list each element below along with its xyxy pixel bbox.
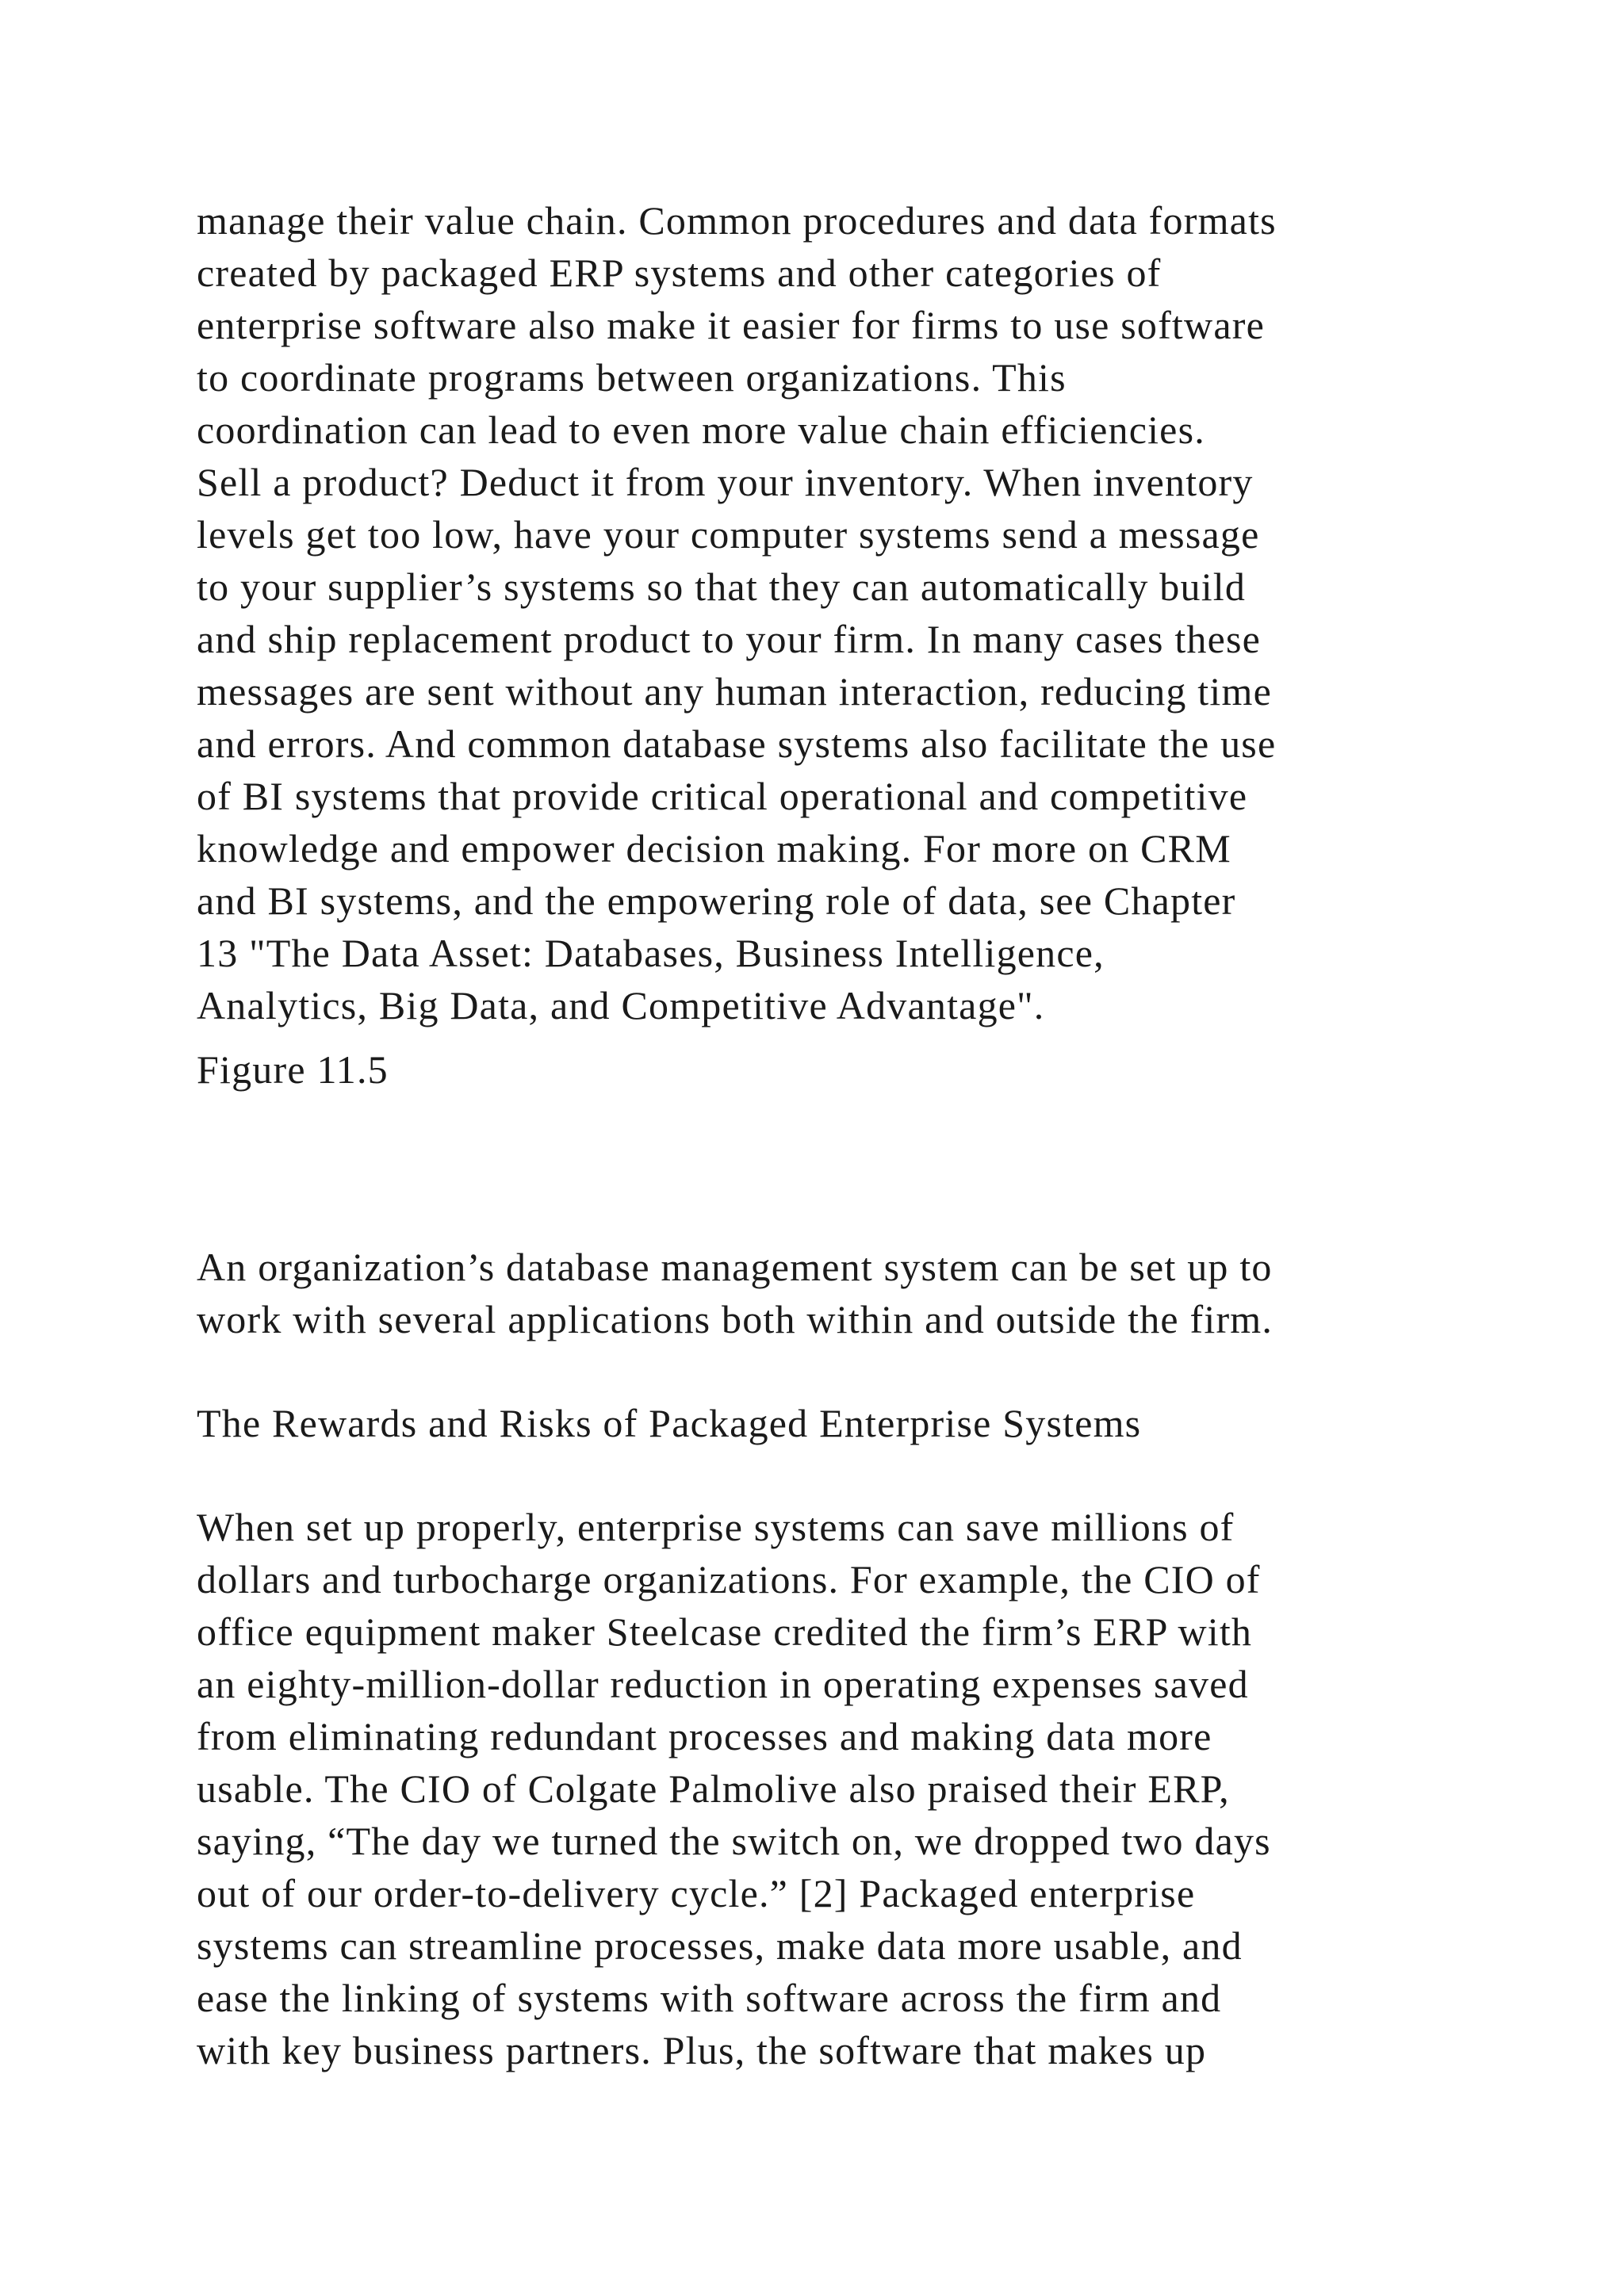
body-paragraph-value-chain bbox=[197, 194, 1277, 1031]
text-line: out of our order-to-delivery cycle.” [2] Packaged enterprise bbox=[197, 1871, 1196, 1915]
text-line: from eliminating redundant processes and making data more bbox=[197, 1714, 1212, 1758]
text-line: coordination can lead to even more value chain efficiencies. bbox=[197, 408, 1205, 452]
text-line: messages are sent without any human interaction, reducing time bbox=[197, 669, 1272, 714]
text-line: office equipment maker Steelcase credited the firm’s ERP with bbox=[197, 1609, 1253, 1654]
section-heading bbox=[197, 1397, 1141, 1449]
text-line: levels get too low, have your computer systems send a message bbox=[197, 512, 1260, 557]
text-line: Analytics, Big Data, and Competitive Advantage". bbox=[197, 983, 1045, 1027]
text-line: manage their value chain. Common procedures and data formats bbox=[197, 198, 1277, 243]
text-line: An organization’s database management system can be set up to bbox=[197, 1245, 1273, 1289]
text-line: When set up properly, enterprise systems can save millions of bbox=[197, 1505, 1235, 1549]
text-line: saying, “The day we turned the switch on, we dropped two days bbox=[197, 1819, 1271, 1863]
text-line: to your supplier’s systems so that they can automatically build bbox=[197, 564, 1247, 609]
text-line: work with several applications both within and outside the firm. bbox=[197, 1297, 1274, 1341]
text-line: and errors. And common database systems also facilitate the use bbox=[197, 721, 1277, 766]
figure-caption bbox=[197, 1241, 1273, 1345]
text-line: with key business partners. Plus, the software that makes up bbox=[197, 2028, 1207, 2072]
body-paragraph-rewards bbox=[197, 1501, 1271, 2076]
text-line: 13 "The Data Asset: Databases, Business Intelligence, bbox=[197, 931, 1105, 975]
figure-label-text: Figure 11.5 bbox=[197, 1047, 389, 1092]
text-line: to coordinate programs between organizations. This bbox=[197, 355, 1067, 400]
text-line: enterprise software also make it easier for firms to use software bbox=[197, 303, 1265, 347]
text-line: knowledge and empower decision making. For more on CRM bbox=[197, 826, 1231, 871]
text-line: and ship replacement product to your firm. In many cases these bbox=[197, 617, 1262, 661]
text-line: created by packaged ERP systems and other categories of bbox=[197, 251, 1162, 295]
section-heading-text: The Rewards and Risks of Packaged Enterprise Systems bbox=[197, 1401, 1142, 1445]
text-line: ease the linking of systems with software across the firm and bbox=[197, 1976, 1222, 2020]
text-line: systems can streamline processes, make data more usable, and bbox=[197, 1923, 1243, 1968]
text-line: usable. The CIO of Colgate Palmolive also praised their ERP, bbox=[197, 1766, 1230, 1811]
text-line: of BI systems that provide critical operational and competitive bbox=[197, 774, 1248, 818]
text-line: an eighty-million-dollar reduction in operating expenses saved bbox=[197, 1662, 1249, 1706]
figure-label bbox=[197, 1043, 389, 1096]
text-line: and BI systems, and the empowering role of data, see Chapter bbox=[197, 878, 1236, 923]
text-line: Sell a product? Deduct it from your inventory. When inventory bbox=[197, 460, 1254, 504]
text-line: dollars and turbocharge organizations. For example, the CIO of bbox=[197, 1557, 1261, 1601]
